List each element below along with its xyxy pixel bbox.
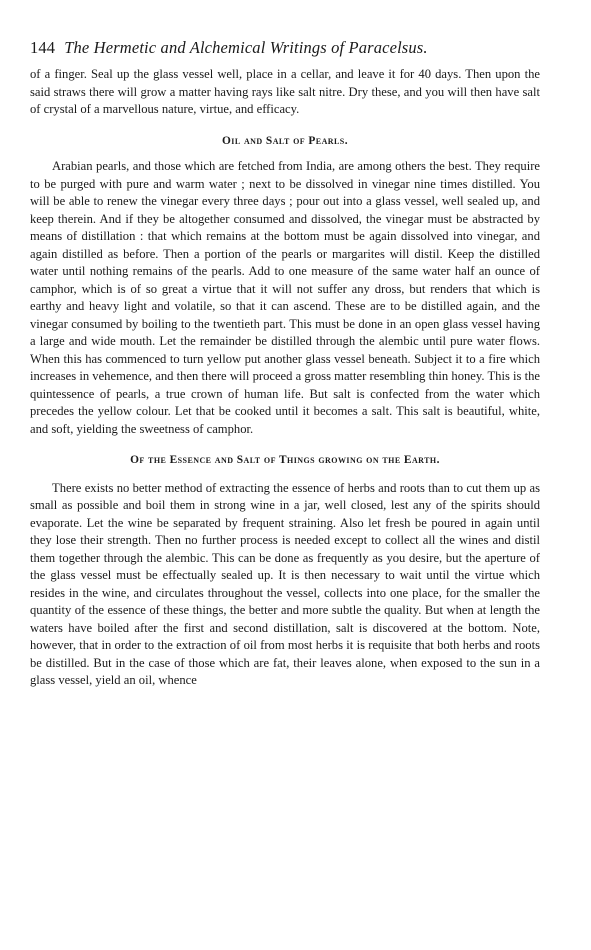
paragraph-essence: There exists no better method of extracting the essence of herbs and roots than to cut them up as small as possible and boil them in strong wine in a jar, well closed, lest any of the spirits should evaporate. Let the wine be separated by frequent straining. Also let fresh be poured in again until they lose their strength. Then no further process is needed except to collect all the wines and distil them together through the alembic. This can be done as frequently as you desire, but the aperture of the glass vessel must be effectually sealed up. It is then necessary to wait until the virtue which resides in the wine, and circulates throughout the vessel, collects into one place, for the smaller the quantity of the essence of these things, the better and more subtle the quality. But when at length the waters have boiled after the first and second distillation, salt is discovered at the bottom. Note, however, that in order to the extraction of oil from most herbs it is requisite that both herbs and roots be distilled. But in the case of those which are fat, their leaves alone, when exposed to the sun in a glass vessel, yield an oil, whence bbox=[30, 480, 540, 687]
section-heading-pearls: Oil and Salt of Pearls. bbox=[221, 134, 349, 147]
running-head bbox=[30, 38, 540, 66]
book-page bbox=[30, 38, 540, 690]
paragraph-pearls: Arabian pearls, and those which are fetched from India, are among others the best. They require to be purged with pure and warm water ; next to be dissolved in vinegar nine times distilled. You will be able to renew the vinegar every three days ; pour out into a glass vessel, well sealed up, and keep therein. And if they be altogether consumed and dissolved, the vinegar must be abstracted by means of distillation : that which remains at the bottom must be again dissolved into vinegar, and again distilled as before. Then a portion of the pearls or margarites will distil. Keep the distilled water until nothing remains of the pearls. Add to one measure of the same water half an ounce of camphor, which is of so great a virtue that it will not suffer any dross, but renders that which is earthy and heavy light and volatile, so that it can ascend. These are to be distilled again, and the vinegar consumed by boiling to the twentieth part. This must be done in an open glass vessel having a large and wide mouth. Let the remainder be distilled through the alembic until pure water flows. When this has commenced to turn yellow put another glass vessel beneath. Subject it to a fire which increases in vehemence, and then there will proceed a gross matter resembling thin honey. This is the quintessence of pearls, a true crown of human life. But salt is confected from the water which precedes the yellow colour. Let that be cooked until it becomes a salt. This salt is beautiful, white, and soft, yielding the sweetness of camphor. bbox=[30, 159, 540, 436]
section-heading-essence: Of the Essence and Salt of Things growing on the Earth. bbox=[130, 454, 440, 466]
page-number: 144 bbox=[30, 38, 56, 57]
body-text bbox=[30, 66, 540, 690]
continued-paragraph: of a finger. Seal up the glass vessel well, place in a cellar, and leave it for 40 days. Then upon the said straws there will grow a matter having rays like salt nitre. Dry these, and you will then have salt of crystal of a marvellous nature, virtue, and efficacy. bbox=[30, 67, 540, 116]
running-title: The Hermetic and Alchemical Writings of Paracelsus. bbox=[64, 38, 428, 57]
